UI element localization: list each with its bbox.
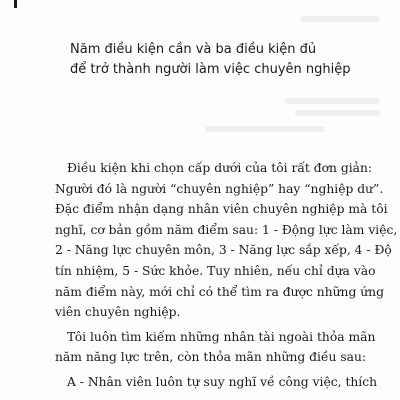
heading-line-1: Năm điều kiện cần và ba điều kiện đủ [70, 42, 317, 57]
show-through-mark [285, 98, 380, 104]
text-line: Người đó là người “chuyên nghiệp” hay “nghiệp dư”. [55, 181, 384, 196]
text-line: năm điểm này, mới chỉ có thể tìm ra được những ứng [55, 284, 384, 299]
text-line: tín nhiệm, 5 - Sức khỏe. Tuy nhiên, nếu chỉ dựa vào [55, 263, 376, 278]
show-through-mark [205, 126, 325, 132]
text-line: 2 - Năng lực chuyên môn, 3 - Năng lực sắp xếp, 4 - Độ [55, 243, 392, 258]
paragraph-1 [55, 158, 398, 323]
text-line: A - Nhân viên luôn tự suy nghĩ về công việc, thích [67, 374, 378, 389]
paragraph-2 [55, 327, 389, 368]
heading-line-2: để trở thành người làm việc chuyên nghiệp [70, 62, 351, 77]
body-text [55, 158, 398, 393]
show-through-mark [295, 110, 380, 116]
corner-mark [14, 0, 17, 8]
text-line: Điều kiện khi chọn cấp dưới của tôi rất đơn giản: [67, 161, 373, 175]
show-through-mark [300, 16, 380, 22]
text-line: nghĩ, cơ bản gồm năm điểm sau: 1 - Động lực làm việc, [55, 222, 398, 237]
text-line: viên chuyên nghiệp. [55, 305, 181, 320]
paragraph-3 [55, 372, 389, 393]
text-line: Đặc điểm nhận dạng nhân viên chuyên nghiệp mà tôi [55, 202, 388, 217]
chapter-heading [70, 40, 390, 80]
text-line: năm năng lực trên, còn thỏa mãn những điều sau: [55, 350, 367, 365]
text-line: Tôi luôn tìm kiếm những nhân tài ngoài thỏa mãn [67, 329, 376, 344]
